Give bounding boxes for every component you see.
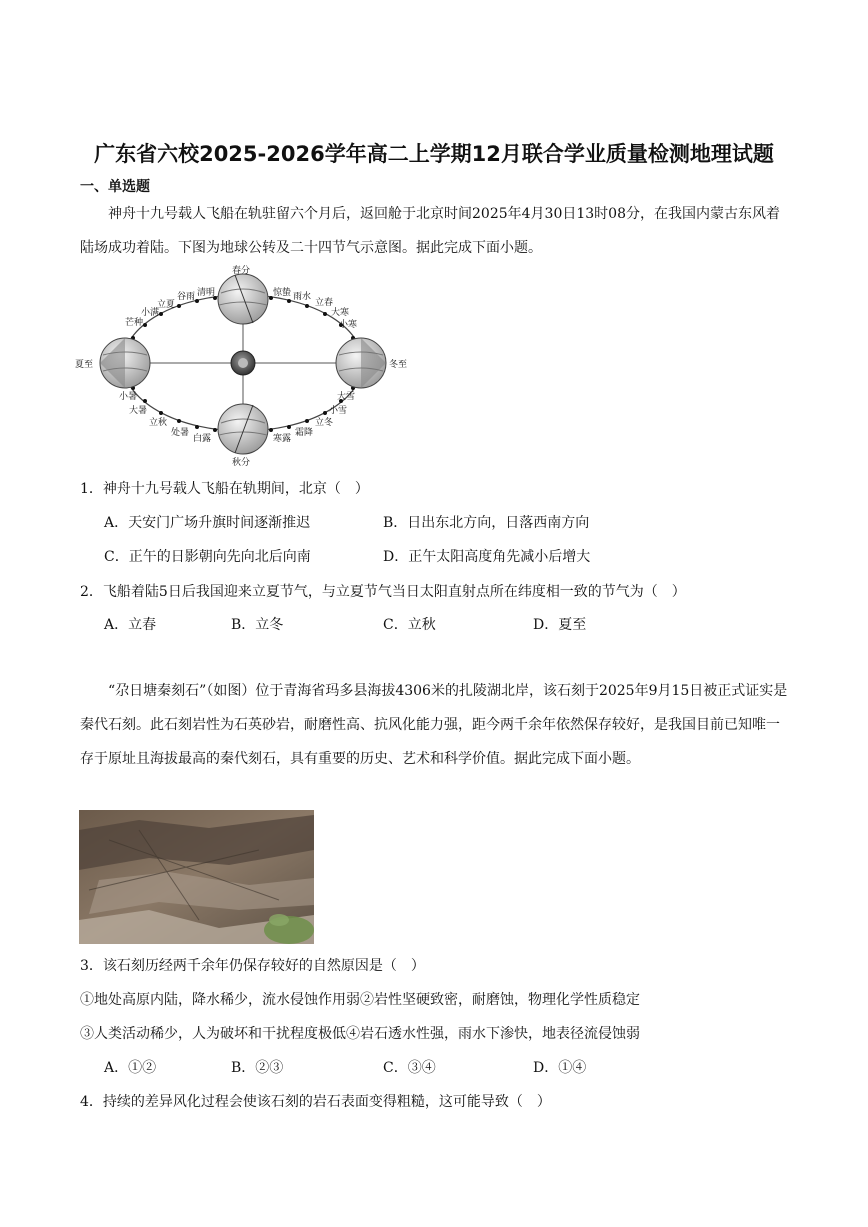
label-yushui: 雨水 bbox=[293, 292, 312, 302]
page-title: 广东省六校2025-2026学年高二上学期12月联合学业质量检测地理试题 bbox=[94, 142, 774, 166]
label-qiufen: 秋分 bbox=[232, 458, 251, 468]
label-chushu: 处暑 bbox=[171, 428, 190, 438]
label-hanlu: 寒露 bbox=[273, 434, 292, 444]
label-dashu: 大暑 bbox=[129, 406, 148, 416]
q2-option-a[interactable]: A．立春 bbox=[104, 617, 157, 633]
question-3-stem: 3．该石刻历经两千余年仍保存较好的自然原因是（ ） bbox=[80, 958, 425, 974]
label-lichun: 立春 bbox=[315, 298, 334, 308]
earth-winter-solstice-icon bbox=[336, 338, 386, 388]
q1-option-b[interactable]: B．日出东北方向，日落西南方向 bbox=[383, 515, 590, 531]
q3-option-c[interactable]: C．③④ bbox=[383, 1060, 436, 1076]
label-lidong: 立冬 bbox=[315, 418, 334, 428]
earth-spring-equinox-icon bbox=[218, 274, 268, 324]
label-lixia: 立夏 bbox=[157, 300, 176, 310]
label-dahan: 大寒 bbox=[331, 308, 350, 318]
label-xiaohan: 小寒 bbox=[339, 320, 358, 330]
label-xiazhi: 夏至 bbox=[75, 360, 94, 370]
label-liqiu: 立秋 bbox=[149, 418, 168, 428]
question-2-stem: 2．飞船着陆5日后我国迎来立夏节气，与立夏节气当日太阳直射点所在纬度相一致的节气为（ ） bbox=[80, 584, 686, 600]
earth-autumn-equinox-icon bbox=[218, 404, 268, 454]
label-mangzhong: 芒种 bbox=[125, 318, 144, 328]
label-guyu: 谷雨 bbox=[177, 292, 196, 302]
q3-option-a[interactable]: A．①② bbox=[104, 1060, 157, 1076]
label-dongzhi: 冬至 bbox=[389, 360, 408, 370]
label-daxue: 大雪 bbox=[337, 392, 356, 402]
q2-option-d[interactable]: D．夏至 bbox=[533, 617, 587, 633]
passage-1: 神舟十九号载人飞船在轨驻留六个月后，返回舱于北京时间2025年4月30日13时08分，在我国内蒙古东风着陆场成功着陆。下图为地球公转及二十四节气示意图。据此完成下面小题。 bbox=[80, 206, 780, 256]
question-1-stem: 1．神舟十九号载人飞船在轨期间，北京（ ） bbox=[80, 481, 369, 497]
q2-option-b[interactable]: B．立冬 bbox=[231, 617, 284, 633]
label-qingming: 清明 bbox=[197, 288, 216, 298]
label-jingzhe: 惊蛰 bbox=[273, 288, 292, 298]
rock-carving-photo bbox=[79, 810, 314, 944]
label-xiaoman: 小满 bbox=[141, 308, 160, 318]
q3-option-b[interactable]: B．②③ bbox=[231, 1060, 284, 1076]
q1-option-c[interactable]: C．正午的日影朝向先向北后向南 bbox=[104, 549, 311, 565]
label-shuangjiang: 霜降 bbox=[295, 428, 314, 438]
question-4-stem: 4．持续的差异风化过程会使该石刻的岩石表面变得粗糙，这可能导致（ ） bbox=[80, 1094, 551, 1110]
earth-summer-solstice-icon bbox=[100, 338, 150, 388]
q1-option-a[interactable]: A．天安门广场升旗时间逐渐推迟 bbox=[104, 515, 311, 531]
section-heading: 一、单选题 bbox=[80, 179, 150, 195]
passage-2: “尕日塘秦刻石”（如图）位于青海省玛多县海拔4306米的扎陵湖北岸，该石刻于2025年9月15日被正式证实是秦代石刻。此石刻岩性为石英砂岩，耐磨性高、抗风化能力强，距今两千余年依然保存较好，是我国目前已知唯一存于原址且海拔最高的秦代刻石，具有重要的历史、艺术和科学价值。据此完成下面小题。 bbox=[80, 683, 788, 767]
label-chunfen: 春分 bbox=[232, 266, 251, 276]
q3-statement-line-1: ①地处高原内陆，降水稀少，流水侵蚀作用弱②岩性坚硬致密，耐磨蚀，物理化学性质稳定 bbox=[80, 992, 640, 1008]
q2-option-c[interactable]: C．立秋 bbox=[383, 617, 436, 633]
label-xiaoxue: 小雪 bbox=[329, 406, 348, 416]
earth-orbit-solar-terms-diagram bbox=[75, 265, 415, 470]
label-bailu: 白露 bbox=[193, 434, 212, 444]
q3-option-d[interactable]: D．①④ bbox=[533, 1060, 587, 1076]
label-xiaoshu: 小暑 bbox=[119, 392, 138, 402]
q1-option-d[interactable]: D．正午太阳高度角先减小后增大 bbox=[383, 549, 591, 565]
q3-statement-line-2: ③人类活动稀少，人为破坏和干扰程度极低④岩石透水性强，雨水下渗快，地表径流侵蚀弱 bbox=[80, 1026, 640, 1042]
